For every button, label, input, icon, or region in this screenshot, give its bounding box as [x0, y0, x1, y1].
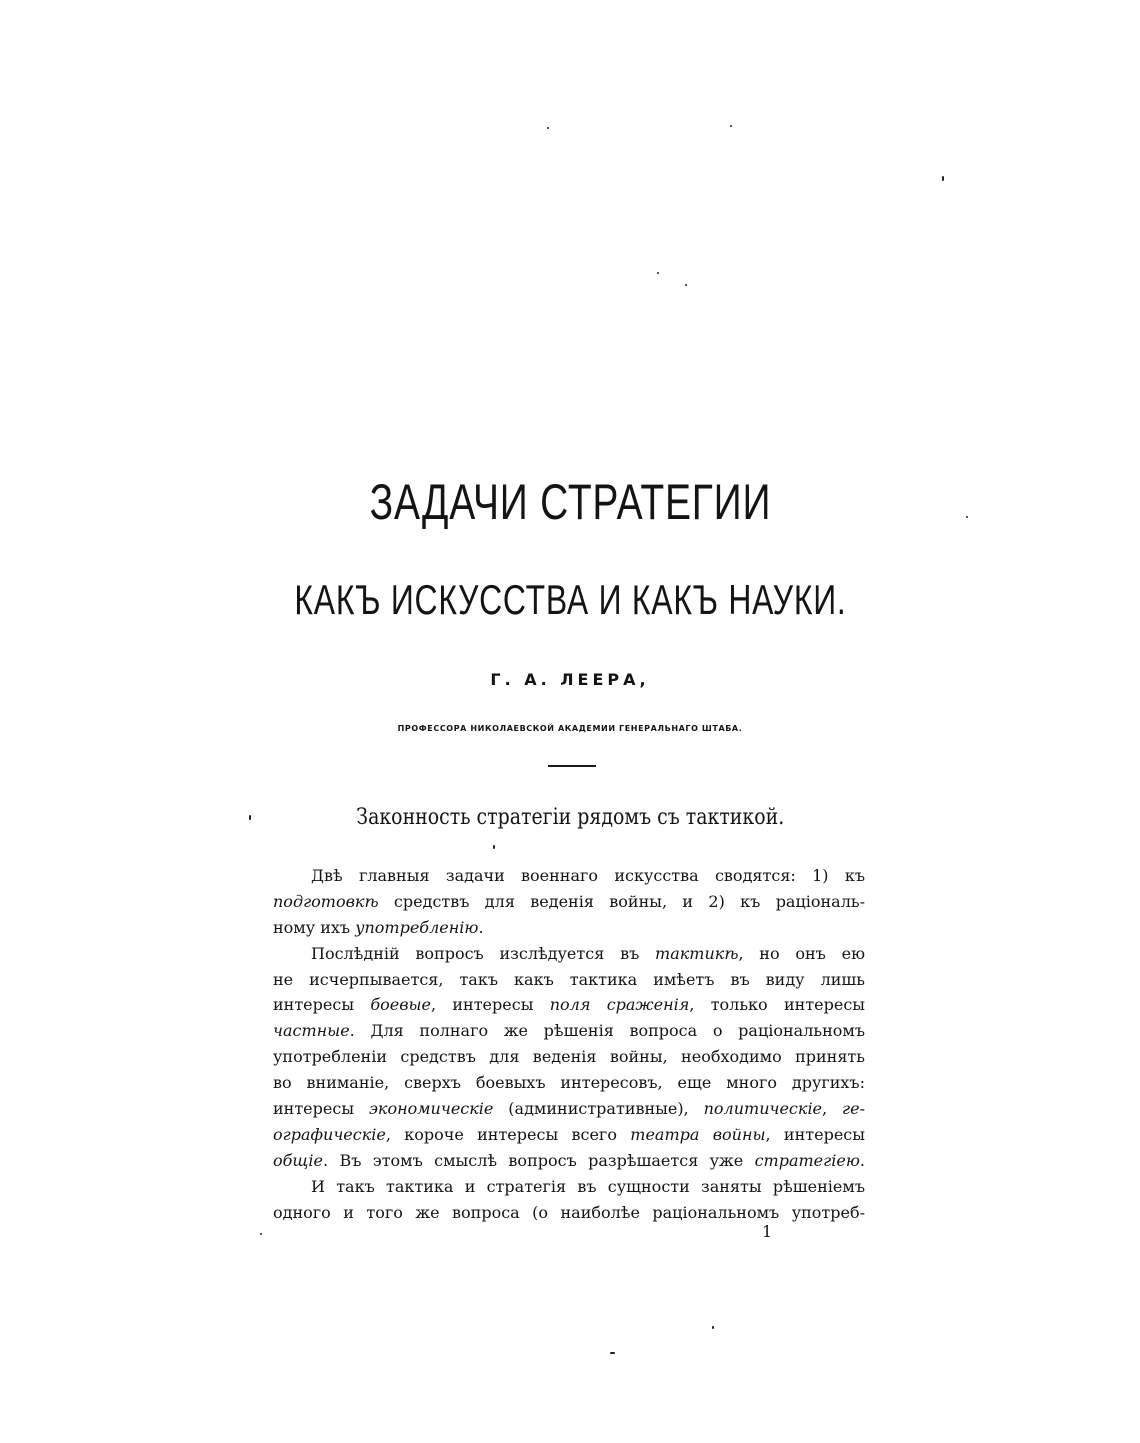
- scan-speck: [260, 1233, 262, 1235]
- book-subtitle: КАКЪ ИСКУССТВА И КАКЪ НАУКИ.: [294, 576, 847, 623]
- scan-speck: [493, 845, 495, 849]
- text-run: не исчерпывается, такъ какъ тактика имѣетъ въ виду лишь: [273, 969, 865, 989]
- author-title: ПРОФЕССОРА НИКОЛАЕВСКОЙ АКАДЕМИИ ГЕНЕРАЛЬНАГО ШТАБА.: [397, 724, 743, 733]
- text-run: Послѣдній вопросъ изслѣдуется въ: [311, 943, 656, 963]
- italic-run: частные: [273, 1021, 350, 1041]
- text-run: во вниманіе, сверхъ боевыхъ интересовъ, еще много другихъ:: [273, 1073, 865, 1093]
- body-line: [273, 992, 865, 1018]
- text-run: И такъ тактика и стратегія въ сущности заняты рѣшеніемъ: [311, 1176, 865, 1196]
- body-line: [273, 889, 865, 915]
- text-run: , интересы: [431, 995, 550, 1015]
- scan-speck: [685, 284, 687, 286]
- scan-speck: [249, 815, 251, 820]
- section-heading: Законность стратегіи рядомъ съ тактикой.: [356, 805, 785, 830]
- text-run: (административные),: [493, 1099, 704, 1119]
- italic-run: стратегіею: [754, 1150, 860, 1170]
- body-line: [273, 1096, 865, 1122]
- text-run: , только интересы: [689, 995, 866, 1015]
- book-title: ЗАДАЧИ СТРАТЕГИИ: [369, 474, 772, 530]
- text-run: средствъ для веденія войны, и 2) къ раціональ-: [378, 891, 865, 911]
- body-line: [273, 1070, 865, 1096]
- body-line: [273, 1148, 865, 1174]
- body-line: [273, 1200, 865, 1226]
- text-run: , интересы: [765, 1124, 865, 1144]
- text-run: . Для полнаго же рѣшенія вопроса о раціональномъ: [349, 1021, 865, 1041]
- text-run: ному ихъ: [273, 917, 356, 937]
- italic-run: общіе: [273, 1150, 323, 1170]
- author-name: Г. А. ЛЕЕРА,: [490, 670, 650, 689]
- italic-run: политическіе: [703, 1099, 823, 1119]
- text-run: . Въ этомъ смыслѣ вопросъ разрѣшается уже: [323, 1150, 755, 1170]
- body-line: [273, 1044, 865, 1070]
- text-run: употребленіи средствъ для веденія войны, необходимо принять: [273, 1047, 865, 1067]
- italic-run: театра войны: [630, 1124, 766, 1144]
- body-line: [273, 915, 865, 941]
- italic-run: поля сраженія: [549, 995, 690, 1015]
- body-line: [273, 941, 865, 967]
- page-number: 1: [762, 1222, 773, 1241]
- scan-speck: [712, 1326, 714, 1329]
- italic-run: тактикѣ: [655, 943, 739, 963]
- scan-speck: [610, 1352, 615, 1354]
- text-run: .: [478, 917, 484, 937]
- scan-speck: [730, 125, 732, 127]
- scan-speck: [657, 272, 659, 274]
- text-run: ,: [822, 1099, 843, 1119]
- text-run: одного и того же вопроса (о наиболѣе раціональномъ употреб-: [273, 1202, 865, 1222]
- separator-rule: [548, 765, 596, 767]
- scan-speck: [547, 127, 549, 129]
- text-run: .: [859, 1150, 865, 1170]
- scan-speck: [966, 516, 968, 518]
- text-run: , но онъ ею: [738, 943, 866, 963]
- italic-run: боевые: [370, 995, 432, 1015]
- text-run: интересы: [273, 1099, 369, 1119]
- italic-run: подготовкѣ: [273, 891, 379, 911]
- text-run: интересы: [273, 995, 371, 1015]
- text-run: , короче интересы всего: [385, 1124, 631, 1144]
- body-line: [273, 1018, 865, 1044]
- text-run: Двѣ главныя задачи военнаго искусства сводятся: 1) къ: [311, 866, 865, 885]
- body-line: [273, 863, 865, 889]
- italic-run: ографическіе: [273, 1124, 386, 1144]
- italic-run: ге-: [842, 1099, 865, 1119]
- body-line: [273, 1122, 865, 1148]
- body-line: [273, 967, 865, 993]
- italic-run: экономическіе: [368, 1099, 494, 1119]
- body-line: [273, 1174, 865, 1200]
- body-text: [273, 863, 865, 1225]
- italic-run: употребленію: [355, 917, 479, 937]
- scan-speck: [942, 176, 944, 181]
